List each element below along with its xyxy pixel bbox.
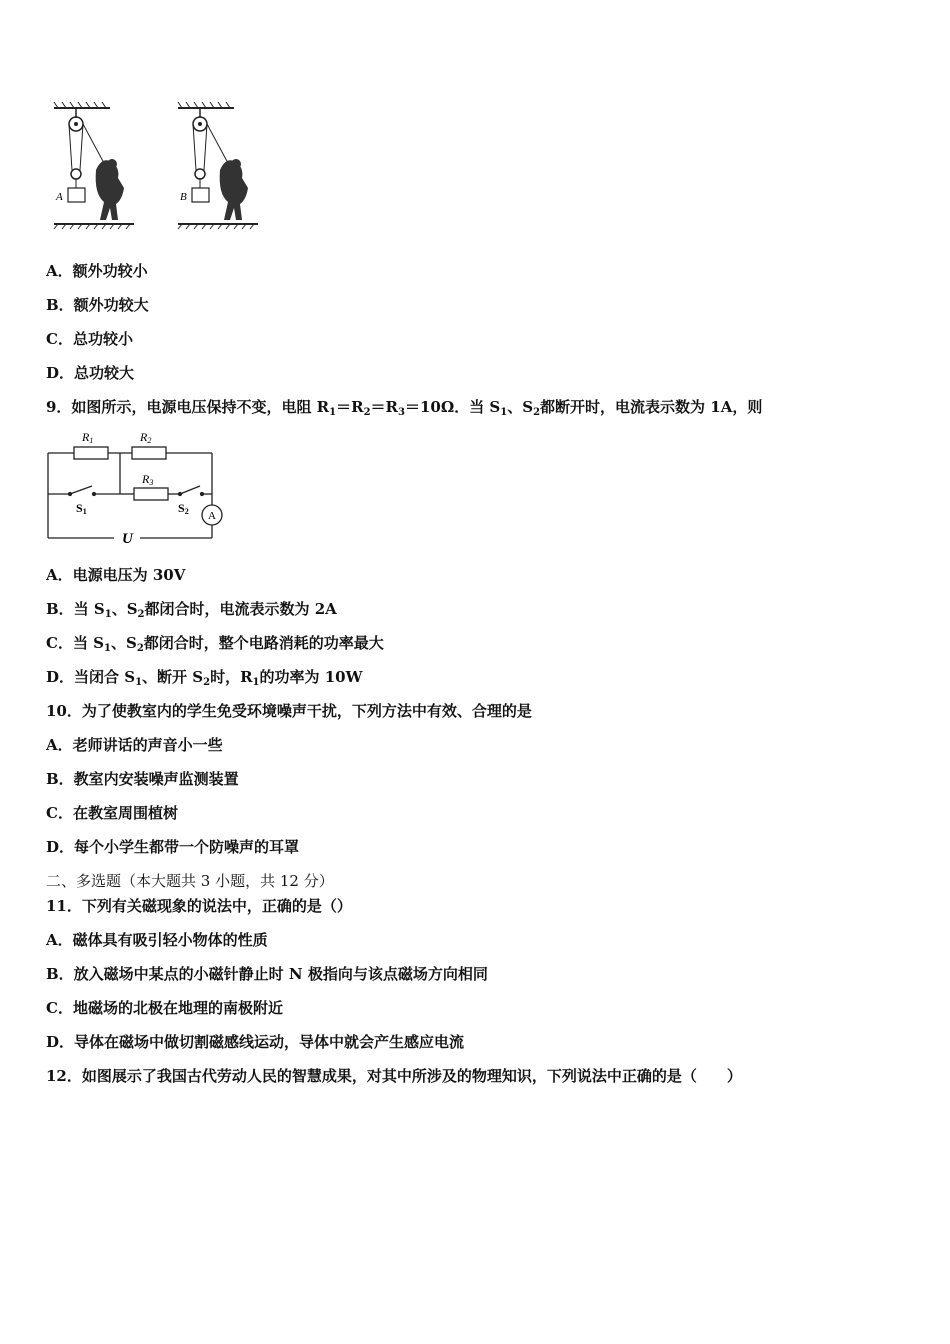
pulley-system-b	[178, 102, 258, 229]
r3-label: R3	[142, 472, 154, 487]
r2-label: R2	[140, 430, 152, 445]
section-heading: 二、多选题（本大题共 3 小题，共 12 分）	[46, 872, 334, 890]
circuit-diagram	[44, 426, 234, 550]
q10-option-d: D．每个小学生都带一个防噪声的耳罩	[46, 838, 300, 856]
q11-option-d: D．导体在磁场中做切割磁感线运动，导体中就会产生感应电流	[46, 1033, 465, 1051]
q8-option-b: B．额外功较大	[46, 296, 149, 314]
q10-option-b: B．教室内安装噪声监测装置	[46, 770, 239, 788]
q10-stem: 10．为了使教室内的学生免受环境噪声干扰，下列方法中有效、合理的是	[46, 702, 532, 720]
pulley-system-a	[54, 102, 134, 229]
s2-label: S2	[178, 501, 189, 516]
ammeter-label: A	[208, 510, 216, 522]
q9-option-b: B．当 $S_1$、$S_2$都闭合时，电流表示数为 2A	[46, 600, 337, 620]
label-b: B	[180, 191, 187, 203]
q9-option-d: D．当闭合 $S_1$、断开 $S_2$时，$R_1$的功率为 10W	[46, 668, 363, 688]
q11-stem: 11．下列有关磁现象的说法中，正确的是（）	[46, 897, 352, 915]
r1-label: R1	[82, 430, 94, 445]
q10-option-a: A．老师讲话的声音小一些	[46, 736, 223, 754]
q12-stem: 12．如图展示了我国古代劳动人民的智慧成果，对其中所涉及的物理知识，下列说法中正确的是（ ）	[46, 1067, 742, 1085]
voltage-label: U	[122, 531, 133, 547]
q8-option-a: A．额外功较小	[46, 262, 148, 280]
q9-stem: 9．如图所示，电源电压保持不变，电阻 $R_1=R_2=R_3=10\Omega$．当 $S_1$、$S_2$都断开时，电流表示数为 1A，则	[46, 398, 763, 418]
pulley-figure	[50, 100, 275, 230]
q10-option-c: C．在教室周围植树	[46, 804, 178, 822]
label-a: A	[56, 191, 63, 203]
q11-option-b: B．放入磁场中某点的小磁针静止时 N 极指向与该点磁场方向相同	[46, 965, 488, 983]
q11-option-a: A．磁体具有吸引轻小物体的性质	[46, 931, 268, 949]
q9-option-c: C．当 $S_1$、$S_2$都闭合时，整个电路消耗的功率最大	[46, 634, 384, 654]
q8-option-d: D．总功较大	[46, 364, 135, 382]
s1-label: S1	[76, 501, 87, 516]
q8-option-c: C．总功较小	[46, 330, 133, 348]
q11-option-c: C．地磁场的北极在地理的南极附近	[46, 999, 283, 1017]
q9-option-a: A．电源电压为 30V	[46, 566, 186, 584]
